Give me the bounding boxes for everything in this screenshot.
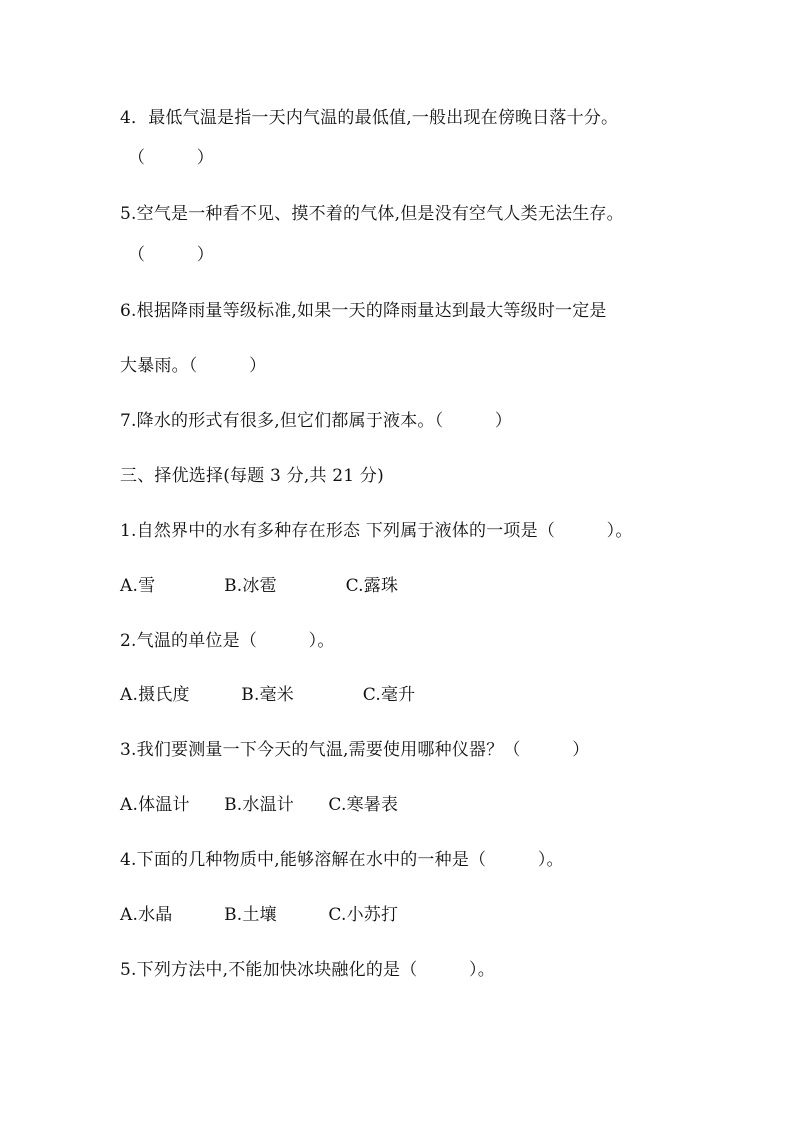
- choice-question-5: 5.下列方法中,不能加快冰块融化的是（ ）。: [120, 960, 495, 980]
- choice-question-1: 1.自然界中的水有多种存在形态 下列属于液体的一项是（ ）。: [120, 521, 633, 541]
- choice-question-2: 2.气温的单位是（ ）。: [120, 631, 335, 651]
- question-6-text-line-2: 大暴雨。（ ）: [120, 356, 267, 376]
- question-5-text: 5.空气是一种看不见、摸不着的气体,但是没有空气人类无法生存。: [120, 204, 624, 224]
- question-7-text: 7.降水的形式有很多,但它们都属于液本。（ ）: [120, 411, 513, 431]
- choice-question-4-options: A.水晶 B.土壤 C.小苏打: [120, 905, 399, 925]
- choice-question-4: 4.下面的几种物质中,能够溶解在水中的一种是（ ）。: [120, 850, 564, 870]
- question-4-answer-blank: （ ）: [128, 148, 214, 168]
- choice-question-2-options: A.摄氏度 B.毫米 C.毫升: [120, 685, 416, 705]
- question-6-text-line-1: 6.根据降雨量等级标准,如果一天的降雨量达到最大等级时一定是: [120, 301, 607, 321]
- question-4-text: 4．最低气温是指一天内气温的最低值,一般出现在傍晚日落十分。: [120, 108, 619, 128]
- choice-question-1-options: A.雪 B.冰雹 C.露珠: [120, 576, 399, 596]
- section-3-heading: 三、择优选择(每题 3 分,共 21 分): [120, 466, 384, 486]
- choice-question-3: 3.我们要测量一下今天的气温,需要使用哪种仪器？（ ）: [120, 740, 590, 760]
- choice-question-3-options: A.体温计 B.水温计 C.寒暑表: [120, 795, 399, 815]
- question-5-answer-blank: （ ）: [128, 245, 214, 265]
